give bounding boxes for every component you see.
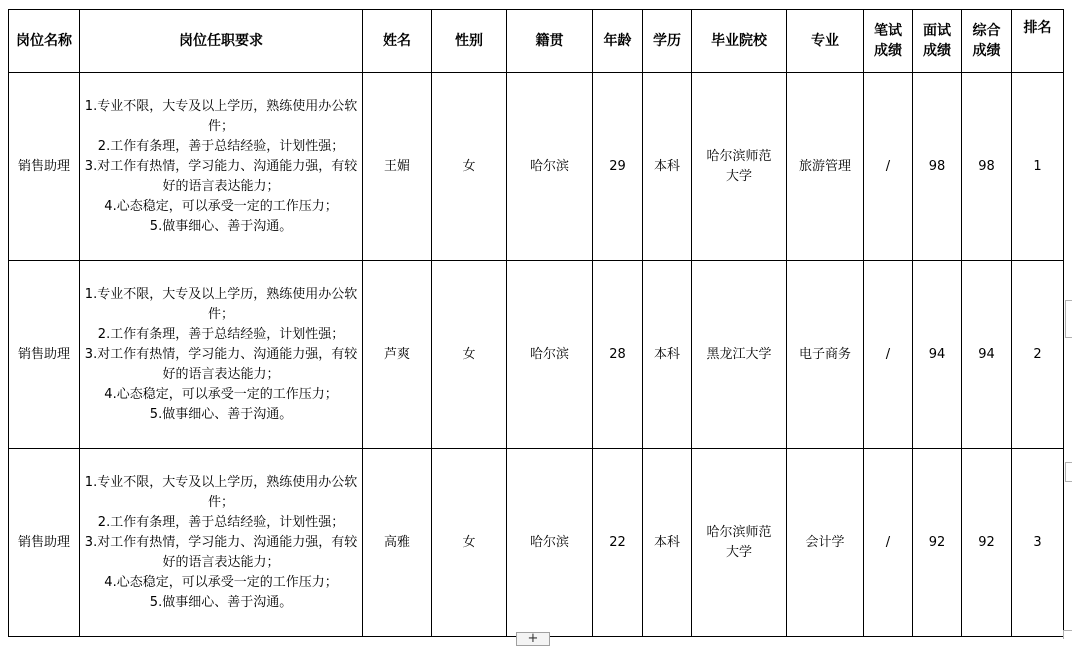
add-row-button[interactable]: + <box>516 632 550 646</box>
header-rank[interactable]: 排名 <box>1012 10 1064 73</box>
header-name[interactable]: 姓名 <box>363 10 432 73</box>
requirement-line: 4.心态稳定，可以承受一定的工作压力； <box>104 386 338 402</box>
header-education[interactable]: 学历 <box>643 10 692 73</box>
header-requirements[interactable]: 岗位任职要求 <box>80 10 363 73</box>
header-interview-score[interactable] <box>913 10 962 73</box>
school-line2: 大学 <box>725 544 752 560</box>
cell-education[interactable]: 本科 <box>643 449 692 637</box>
cell-interview-score[interactable]: 98 <box>913 73 962 261</box>
cell-rank[interactable]: 3 <box>1012 449 1064 637</box>
cell-position[interactable]: 销售助理 <box>9 449 80 637</box>
header-hometown[interactable]: 籍贯 <box>507 10 593 73</box>
header-age[interactable]: 年龄 <box>593 10 643 73</box>
requirement-line: 4.心态稳定，可以承受一定的工作压力； <box>104 198 338 214</box>
header-major[interactable]: 专业 <box>787 10 864 73</box>
cell-interview-score[interactable]: 92 <box>913 449 962 637</box>
cell-major[interactable]: 旅游管理 <box>787 73 864 261</box>
cell-requirements[interactable] <box>80 261 363 449</box>
requirement-line: 2.工作有条理，善于总结经验，计划性强； <box>97 138 345 154</box>
table-row <box>9 449 1064 637</box>
header-interview-line2: 成绩 <box>923 43 951 59</box>
school-line1: 黑龙江大学 <box>706 346 772 362</box>
cell-written-score[interactable]: / <box>864 73 913 261</box>
cell-gender[interactable]: 女 <box>432 261 507 449</box>
header-written-line2: 成绩 <box>874 43 902 59</box>
cell-name[interactable]: 高雅 <box>363 449 432 637</box>
cell-overall-score[interactable]: 92 <box>962 449 1012 637</box>
cell-rank[interactable]: 1 <box>1012 73 1064 261</box>
requirement-line: 1.专业不限，大专及以上学历，熟练使用办公软件； <box>84 474 358 510</box>
cell-age[interactable]: 29 <box>593 73 643 261</box>
cell-hometown[interactable]: 哈尔滨 <box>507 261 593 449</box>
requirement-line: 3.对工作有热情，学习能力、沟通能力强，有较好的语言表达能力； <box>84 158 358 194</box>
cell-hometown[interactable]: 哈尔滨 <box>507 449 593 637</box>
header-row <box>9 10 1064 73</box>
header-gender[interactable]: 性别 <box>432 10 507 73</box>
cell-major[interactable]: 会计学 <box>787 449 864 637</box>
table-row <box>9 73 1064 261</box>
cell-written-score[interactable]: / <box>864 449 913 637</box>
cell-gender[interactable]: 女 <box>432 73 507 261</box>
school-line1: 哈尔滨师范 <box>706 524 772 540</box>
cell-interview-score[interactable]: 94 <box>913 261 962 449</box>
cell-written-score[interactable]: / <box>864 261 913 449</box>
cell-gender[interactable]: 女 <box>432 449 507 637</box>
school-line1: 哈尔滨师范 <box>706 148 772 164</box>
table-resize-handle[interactable] <box>1065 462 1072 482</box>
cell-education[interactable]: 本科 <box>643 73 692 261</box>
cell-school[interactable] <box>692 449 787 637</box>
requirement-line: 2.工作有条理，善于总结经验，计划性强； <box>97 326 345 342</box>
cell-age[interactable]: 28 <box>593 261 643 449</box>
requirement-line: 3.对工作有热情，学习能力、沟通能力强，有较好的语言表达能力； <box>84 534 358 570</box>
cell-position[interactable]: 销售助理 <box>9 261 80 449</box>
cell-overall-score[interactable]: 98 <box>962 73 1012 261</box>
requirement-line: 5.做事细心、善于沟通。 <box>149 218 293 234</box>
header-overall-score[interactable] <box>962 10 1012 73</box>
table-corner-resize-handle[interactable] <box>1063 630 1072 639</box>
requirement-line: 4.心态稳定，可以承受一定的工作压力； <box>104 574 338 590</box>
cell-position[interactable]: 销售助理 <box>9 73 80 261</box>
cell-school[interactable] <box>692 261 787 449</box>
cell-rank[interactable]: 2 <box>1012 261 1064 449</box>
header-school[interactable]: 毕业院校 <box>692 10 787 73</box>
cell-age[interactable]: 22 <box>593 449 643 637</box>
table-resize-handle[interactable] <box>1065 300 1072 338</box>
header-overall-line1: 综合 <box>972 23 1001 39</box>
header-overall-line2: 成绩 <box>972 43 1001 59</box>
school-line2: 大学 <box>725 168 752 184</box>
cell-overall-score[interactable]: 94 <box>962 261 1012 449</box>
requirement-line: 3.对工作有热情，学习能力、沟通能力强，有较好的语言表达能力； <box>84 346 358 382</box>
requirement-line: 5.做事细心、善于沟通。 <box>149 594 293 610</box>
cell-major[interactable]: 电子商务 <box>787 261 864 449</box>
requirement-line: 1.专业不限，大专及以上学历，熟练使用办公软件； <box>84 98 358 134</box>
cell-hometown[interactable]: 哈尔滨 <box>507 73 593 261</box>
recruitment-results-table <box>8 9 1064 637</box>
cell-requirements[interactable] <box>80 73 363 261</box>
cell-requirements[interactable] <box>80 449 363 637</box>
cell-school[interactable] <box>692 73 787 261</box>
header-written-score[interactable] <box>864 10 913 73</box>
header-position[interactable]: 岗位名称 <box>9 10 80 73</box>
header-interview-line1: 面试 <box>923 23 951 39</box>
cell-name[interactable]: 芦爽 <box>363 261 432 449</box>
requirement-line: 2.工作有条理，善于总结经验，计划性强； <box>97 514 345 530</box>
cell-education[interactable]: 本科 <box>643 261 692 449</box>
requirement-line: 5.做事细心、善于沟通。 <box>149 406 293 422</box>
requirement-line: 1.专业不限，大专及以上学历，熟练使用办公软件； <box>84 286 358 322</box>
header-written-line1: 笔试 <box>874 23 902 39</box>
cell-name[interactable]: 王媚 <box>363 73 432 261</box>
table-row <box>9 261 1064 449</box>
